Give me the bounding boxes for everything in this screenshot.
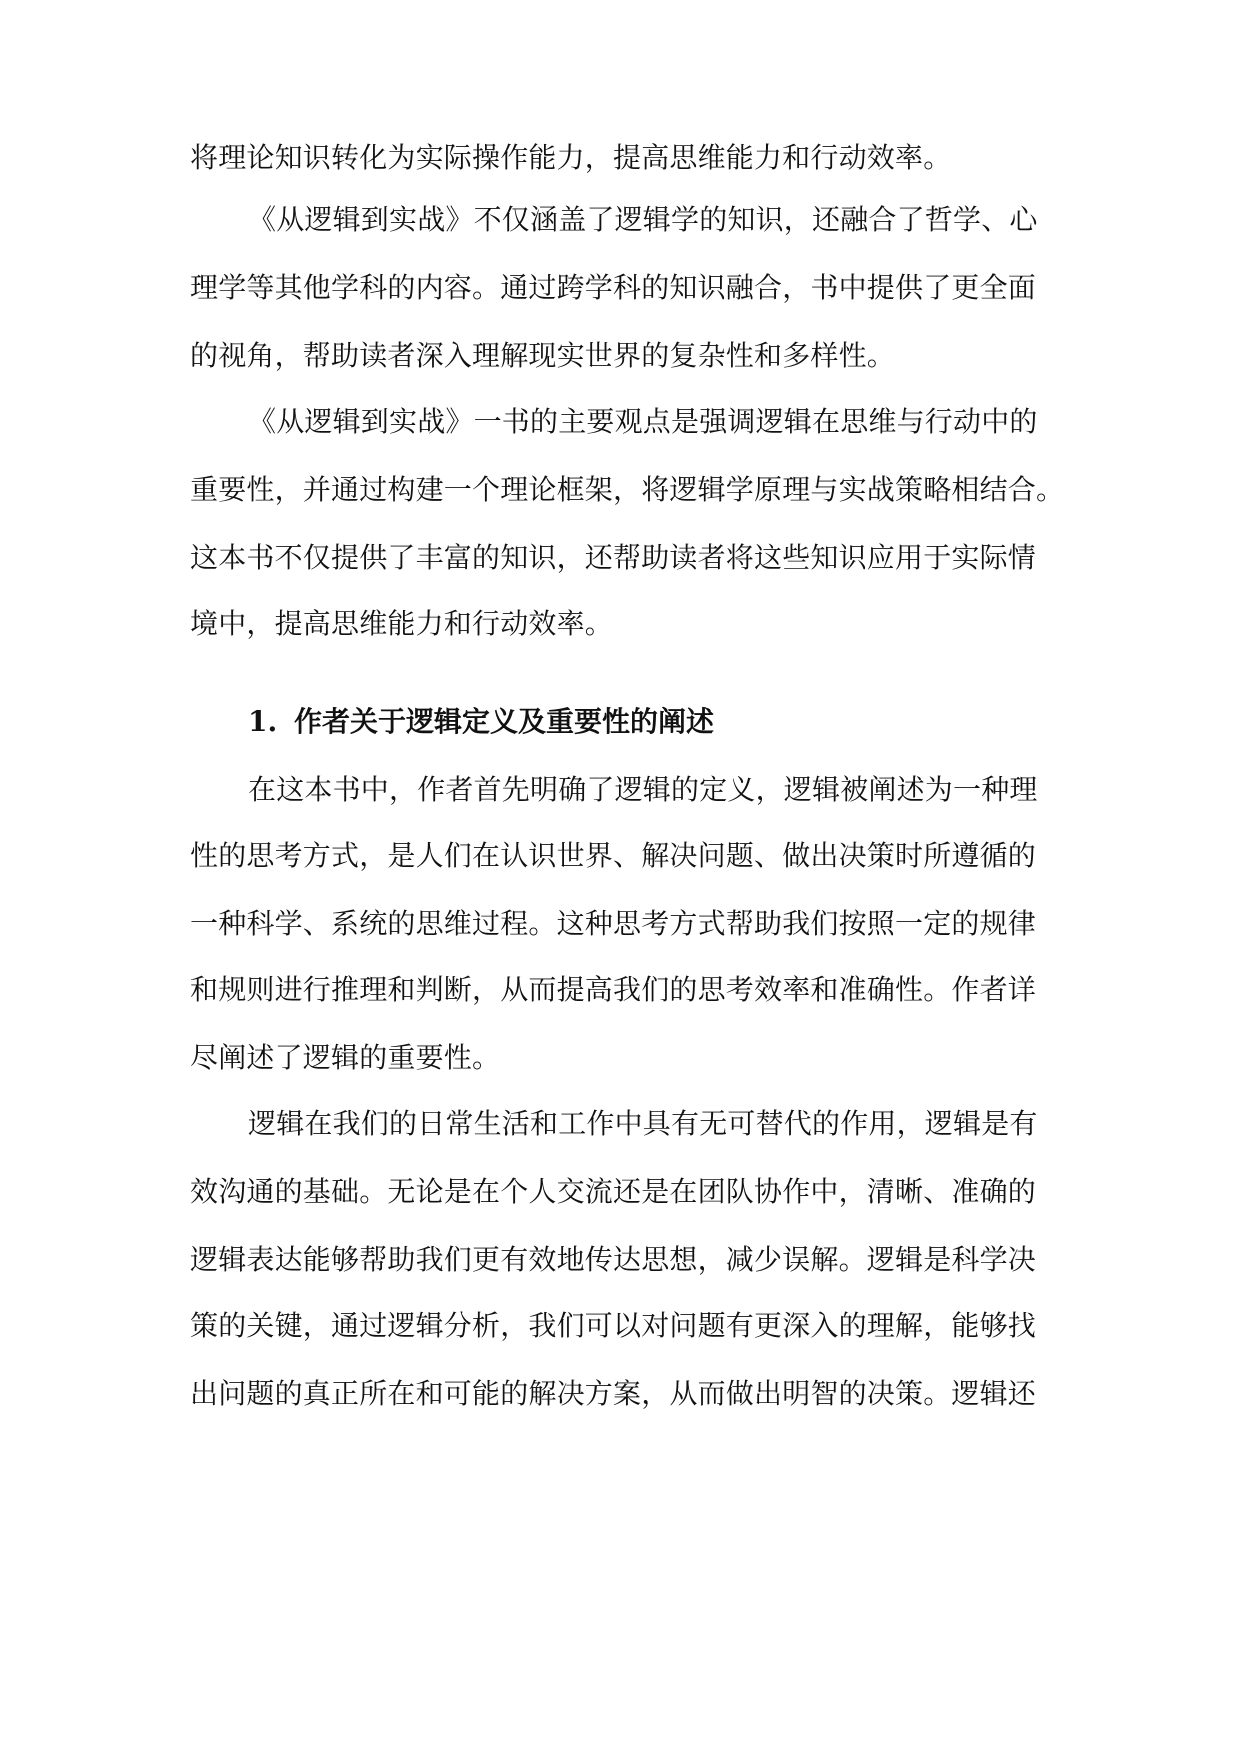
section-heading-number: 1. [248, 705, 278, 738]
paragraph-line: 性的思考方式，是人们在认识世界、解决问题、做出决策时所遵循的 [190, 839, 1037, 872]
paragraph-line: 和规则进行推理和判断，从而提高我们的思考效率和准确性。作者详 [190, 973, 1037, 1006]
paragraph-line: 出问题的真正所在和可能的解决方案，从而做出明智的决策。逻辑还 [190, 1377, 1037, 1410]
paragraph-line: 逻辑在我们的日常生活和工作中具有无可替代的作用，逻辑是有 [248, 1107, 1038, 1140]
paragraph-line: 的视角，帮助读者深入理解现实世界的复杂性和多样性。 [190, 339, 896, 372]
paragraph-line: 境中，提高思维能力和行动效率。 [190, 607, 614, 640]
paragraph-line: 一种科学、系统的思维过程。这种思考方式帮助我们按照一定的规律 [190, 907, 1037, 940]
paragraph-line: 效沟通的基础。无论是在个人交流还是在团队协作中，清晰、准确的 [190, 1175, 1037, 1208]
paragraph-line: 《从逻辑到实战》一书的主要观点是强调逻辑在思维与行动中的 [248, 405, 1038, 438]
paragraph-line: 将理论知识转化为实际操作能力，提高思维能力和行动效率。 [190, 141, 952, 174]
paragraph-line: 在这本书中，作者首先明确了逻辑的定义，逻辑被阐述为一种理 [248, 773, 1038, 806]
paragraph-line: 逻辑表达能够帮助我们更有效地传达思想，减少误解。逻辑是科学决 [190, 1243, 1037, 1276]
paragraph-line: 策的关键，通过逻辑分析，我们可以对问题有更深入的理解，能够找 [190, 1309, 1037, 1342]
section-heading-text: 作者关于逻辑定义及重要性的阐述 [294, 705, 715, 738]
section-heading [248, 702, 1050, 742]
paragraph-line: 理学等其他学科的内容。通过跨学科的知识融合，书中提供了更全面 [190, 271, 1037, 304]
paragraph-line: 这本书不仅提供了丰富的知识，还帮助读者将这些知识应用于实际情 [190, 541, 1037, 574]
paragraph-line: 《从逻辑到实战》不仅涵盖了逻辑学的知识，还融合了哲学、心 [248, 203, 1038, 236]
paragraph-line: 尽阐述了逻辑的重要性。 [190, 1041, 501, 1074]
paragraph-line: 重要性，并通过构建一个理论框架，将逻辑学原理与实战策略相结合。 [190, 473, 1065, 506]
